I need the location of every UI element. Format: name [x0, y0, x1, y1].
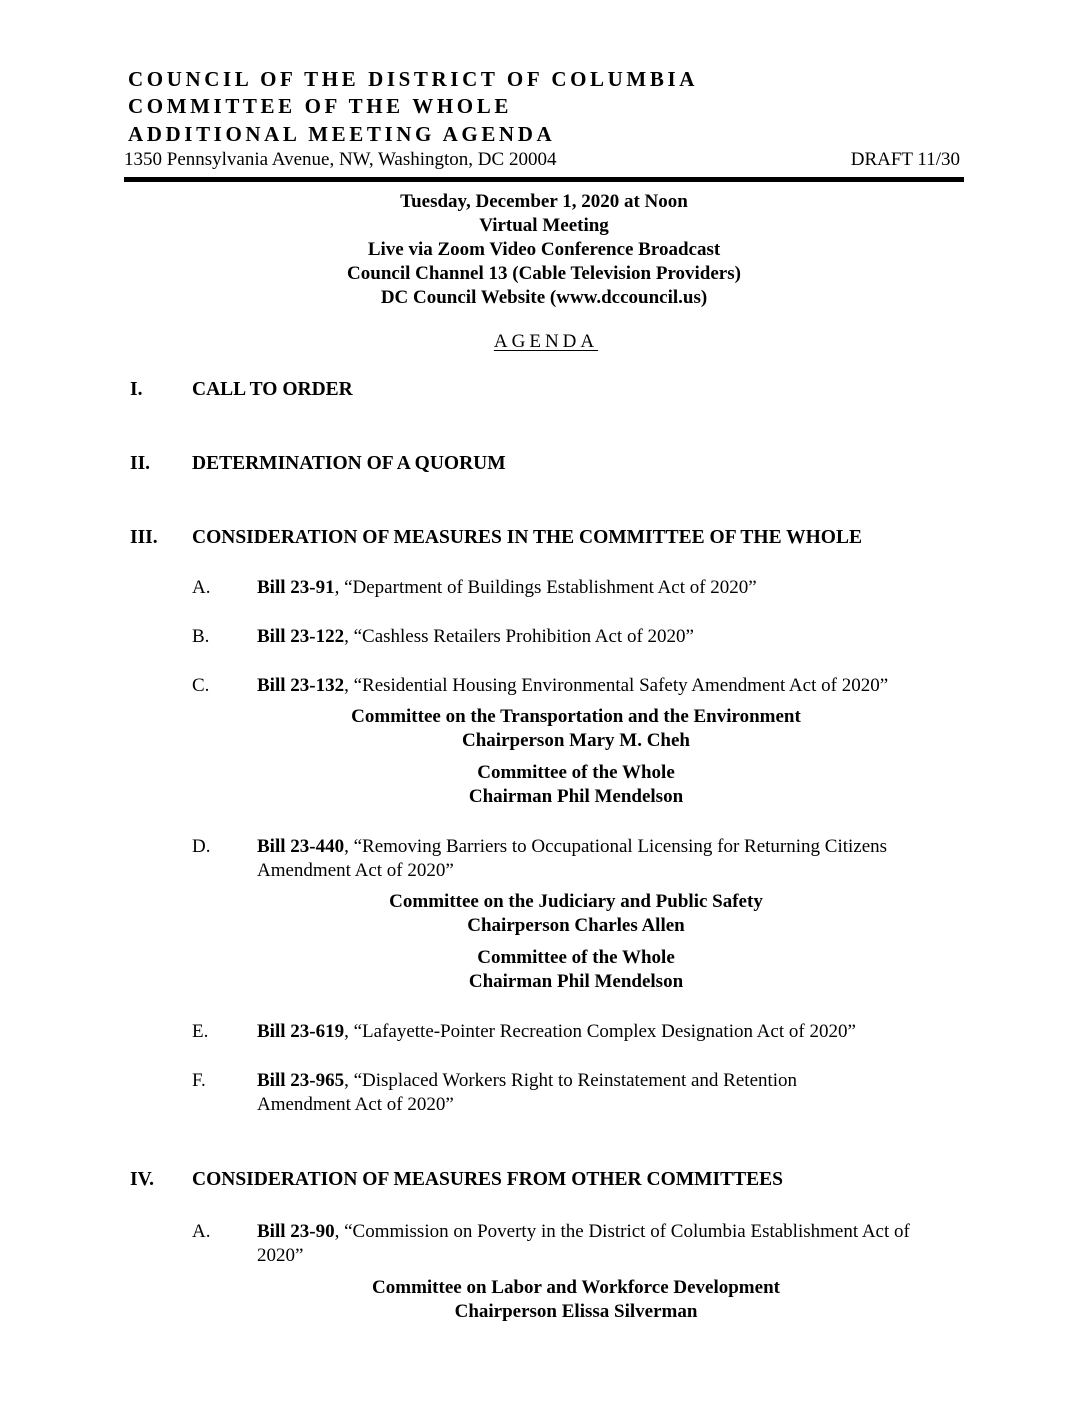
committee-name: Committee of the Whole	[477, 947, 675, 968]
committee-name: Committee on Labor and Workforce Development	[372, 1277, 780, 1298]
section-1-title: CALL TO ORDER	[192, 379, 353, 400]
agenda-heading: AGENDA	[493, 331, 599, 352]
item-3a	[257, 576, 947, 600]
item-3d-letter: D.	[192, 836, 211, 857]
bill-title: , “Displaced Workers Right to Reinstatement and Retention Amendment Act of 2020”	[257, 1070, 798, 1115]
section-2-title: DETERMINATION OF A QUORUM	[192, 453, 506, 474]
header-title-line-3: ADDITIONAL MEETING AGENDA	[128, 122, 556, 146]
item-3e-letter: E.	[192, 1021, 209, 1042]
bill-number: Bill 23-440	[257, 836, 345, 857]
item-3c-letter: C.	[192, 675, 210, 696]
item-3a-letter: A.	[192, 577, 211, 598]
bill-number: Bill 23-90	[257, 1221, 335, 1242]
item-3c	[257, 674, 977, 698]
bill-number: Bill 23-965	[257, 1070, 345, 1091]
item-3f-letter: F.	[192, 1070, 206, 1091]
committee-name: Committee on the Judiciary and Public Safety	[389, 891, 763, 912]
header-title-line-2: COMMITTEE OF THE WHOLE	[128, 94, 512, 118]
section-4-number: IV.	[130, 1169, 155, 1190]
committee-chair: Chairperson Elissa Silverman	[454, 1301, 698, 1322]
section-1-number: I.	[130, 379, 143, 400]
item-3d	[257, 835, 907, 883]
meeting-date: Tuesday, December 1, 2020 at Noon	[400, 191, 688, 212]
committee-chair: Chairperson Mary M. Cheh	[462, 730, 690, 751]
meeting-zoom: Live via Zoom Video Conference Broadcast	[367, 239, 721, 260]
bill-title: , “Department of Buildings Establishment Act of 2020”	[334, 577, 757, 598]
section-4-title: CONSIDERATION OF MEASURES FROM OTHER COMMITTEES	[192, 1169, 784, 1190]
section-3-title: CONSIDERATION OF MEASURES IN THE COMMITTEE OF THE WHOLE	[192, 527, 862, 548]
item-3b	[257, 625, 947, 649]
bill-title: , “Cashless Retailers Prohibition Act of 2020”	[344, 626, 694, 647]
bill-number: Bill 23-619	[257, 1021, 345, 1042]
section-2-number: II.	[130, 453, 151, 474]
bill-number: Bill 23-91	[257, 577, 335, 598]
bill-number: Bill 23-132	[257, 675, 345, 696]
bill-title: , “Residential Housing Environmental Safety Amendment Act of 2020”	[344, 675, 889, 696]
committee-chair: Chairman Phil Mendelson	[468, 786, 684, 807]
header-address: 1350 Pennsylvania Avenue, NW, Washington, DC 20004	[124, 149, 557, 170]
bill-title: , “Commission on Poverty in the District of Columbia Establishment Act of 2020”	[257, 1221, 910, 1266]
draft-label: DRAFT 11/30	[850, 149, 960, 170]
meeting-format: Virtual Meeting	[479, 215, 609, 236]
meeting-website: DC Council Website (www.dccouncil.us)	[380, 287, 708, 308]
committee-name: Committee of the Whole	[477, 762, 675, 783]
committee-chair: Chairperson Charles Allen	[467, 915, 685, 936]
item-3f	[257, 1069, 877, 1117]
committee-chair: Chairman Phil Mendelson	[468, 971, 684, 992]
bill-title: , “Lafayette-Pointer Recreation Complex Designation Act of 2020”	[344, 1021, 856, 1042]
item-3b-letter: B.	[192, 626, 210, 647]
meeting-channel: Council Channel 13 (Cable Television Providers)	[347, 263, 741, 284]
header-title-line-1: COUNCIL OF THE DISTRICT OF COLUMBIA	[128, 67, 698, 91]
bill-number: Bill 23-122	[257, 626, 345, 647]
item-4a	[257, 1220, 947, 1268]
item-4a-letter: A.	[192, 1221, 211, 1242]
header-rule	[124, 177, 964, 182]
item-3e	[257, 1020, 957, 1044]
committee-name: Committee on the Transportation and the Environment	[351, 706, 801, 727]
bill-title: , “Removing Barriers to Occupational Licensing for Returning Citizens Amendment Act of 2020”	[257, 836, 888, 881]
section-3-number: III.	[130, 527, 158, 548]
